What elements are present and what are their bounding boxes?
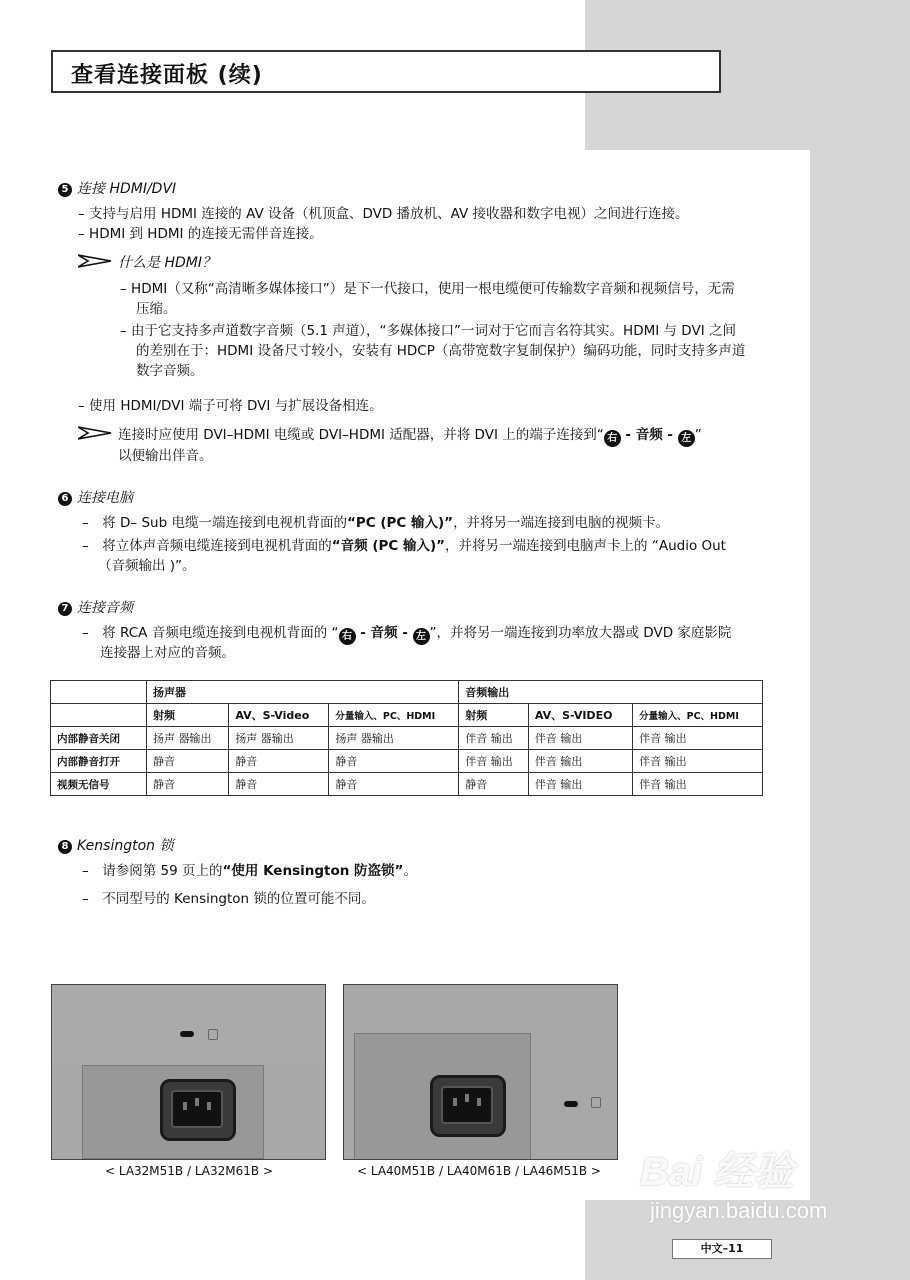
- table-group-audio-out: 音频输出: [459, 681, 763, 704]
- section6-item1-pre: – 将 D– Sub 电缆一端连接到电视机背面的: [82, 515, 347, 531]
- table-cell: 伴音 输出: [459, 750, 529, 773]
- section6-item2-post: ，并将另一端连接到电脑声卡上的 “Audio Out: [445, 538, 726, 554]
- section6-item2: [82, 537, 726, 555]
- section8-item2: – 不同型号的 Kensington 锁的位置可能不同。: [82, 891, 375, 907]
- right-channel-icon: 右: [604, 430, 621, 447]
- section5-line3: – 使用 HDMI/DVI 端子可将 DVI 与扩展设备相连。: [78, 398, 383, 414]
- section8-number: 8: [58, 840, 72, 854]
- table-subheader: 射频: [459, 704, 529, 727]
- table-subheader: 射频: [147, 704, 229, 727]
- section8-heading: [58, 837, 174, 855]
- left-channel-icon: 左: [678, 430, 695, 447]
- table-cell: 伴音 输出: [633, 727, 763, 750]
- section8-item1-bold: “使用 Kensington 防盗锁”: [222, 863, 404, 879]
- section6-item1-bold: “PC (PC 输入)”: [346, 515, 454, 531]
- hdmi-note-heading: 什么是 HDMI？: [118, 255, 216, 271]
- table-header-row: [51, 681, 763, 704]
- table-cell: 静音: [229, 750, 329, 773]
- gray-margin-right: [810, 0, 910, 1280]
- section5-heading: [58, 180, 176, 198]
- section6-item2-pre: – 将立体声音频电缆连接到电视机背面的: [82, 538, 332, 554]
- dvi-note-line2: 以便输出伴音。: [118, 448, 213, 464]
- section7-item1-pre: – 将 RCA 音频电缆连接到电视机背面的 “: [82, 625, 339, 641]
- hdmi-note-2b: 的差别在于：HDMI 设备尺寸较小，安装有 HDCP（高带宽数字复制保护）编码功能，同时支持多声道: [136, 343, 746, 359]
- table-row-label: 视频无信号: [51, 773, 147, 796]
- kensington-slot-icon: [180, 1031, 194, 1037]
- note-arrow-icon: [78, 426, 112, 440]
- table-corner-cell: [51, 681, 147, 704]
- tv-back-photo-small: [51, 984, 326, 1160]
- section7-item1-post: ”，并将另一端连接到功率放大器或 DVD 家庭影院: [429, 625, 732, 641]
- table-subheader: AV、S-Video: [229, 704, 329, 727]
- table-row-label: 内部静音打开: [51, 750, 147, 773]
- table-cell: 伴音 输出: [528, 750, 632, 773]
- section7-item1b: 连接器上对应的音频。: [100, 645, 235, 661]
- title-box: [51, 50, 721, 93]
- section5-line2: – HDMI 到 HDMI 的连接无需伴音连接。: [78, 226, 323, 242]
- table-row: [51, 750, 763, 773]
- hdmi-note-2a: – 由于它支持多声道数字音频（5.1 声道），“多媒体接口”一词对于它而言名符其实。HDMI 与 DVI 之间: [120, 323, 736, 339]
- caption-right: < LA40M51B / LA40M61B / LA46M51B >: [357, 1164, 601, 1178]
- right-channel-icon: 右: [339, 628, 356, 645]
- section5-number: 5: [58, 183, 72, 197]
- table-subheader: 分量输入、PC、HDMI: [633, 704, 763, 727]
- table-cell: 静音: [329, 773, 459, 796]
- audio-label: - 音频 -: [355, 625, 413, 641]
- section7-item1: [82, 624, 731, 645]
- section5-heading-text: 连接 HDMI/DVI: [77, 181, 177, 197]
- watermark-brand: Bai 经验: [640, 1150, 794, 1194]
- table-blank-cell: [51, 704, 147, 727]
- table-cell: 静音: [147, 773, 229, 796]
- section7-number: 7: [58, 602, 72, 616]
- table-cell: 静音: [459, 773, 529, 796]
- table-cell: 扬声 器输出: [229, 727, 329, 750]
- tv-back-photo-large: [343, 984, 618, 1160]
- power-socket-icon: [160, 1079, 236, 1141]
- quote-close: ”: [694, 427, 702, 443]
- table-cell: 伴音 输出: [633, 773, 763, 796]
- section8-item1-post: 。: [403, 863, 417, 879]
- table-group-speaker: 扬声器: [147, 681, 459, 704]
- section5-line1: – 支持与启用 HDMI 连接的 AV 设备（机顶盒、DVD 播放机、AV 接收器和数字电视）之间进行连接。: [78, 206, 689, 222]
- left-channel-icon: 左: [413, 628, 430, 645]
- audio-label: - 音频 -: [620, 427, 678, 443]
- table-cell: 静音: [329, 750, 459, 773]
- hdmi-note-2c: 数字音频。: [136, 363, 204, 379]
- note-arrow-icon: [78, 254, 112, 268]
- table-cell: 扬声 器输出: [147, 727, 229, 750]
- hdmi-note-1a: – HDMI（又称“高清晰多媒体接口”）是下一代接口，使用一根电缆便可传输数字音频和视频信号，无需: [120, 281, 735, 297]
- table-row-label: 内部静音关闭: [51, 727, 147, 750]
- kensington-slot-icon: [564, 1101, 578, 1107]
- table-cell: 静音: [229, 773, 329, 796]
- lock-icon: [208, 1029, 218, 1040]
- table-cell: 伴音 输出: [459, 727, 529, 750]
- power-socket-icon: [430, 1075, 506, 1137]
- dvi-note-line1: [118, 426, 702, 447]
- section7-heading-text: 连接音频: [77, 600, 133, 616]
- lock-icon: [591, 1097, 601, 1108]
- page-title: 查看连接面板 (续): [71, 63, 263, 88]
- table-cell: 伴音 输出: [633, 750, 763, 773]
- page-number: 中文–11: [672, 1239, 772, 1259]
- table-row: [51, 727, 763, 750]
- speaker-output-table: [50, 680, 763, 796]
- table-cell: 伴音 输出: [528, 773, 632, 796]
- section8-item1: [82, 862, 417, 880]
- section8-heading-text: Kensington 锁: [77, 838, 174, 854]
- section6-item1-post: ，并将另一端连接到电脑的视频卡。: [453, 515, 670, 531]
- table-row: [51, 773, 763, 796]
- watermark-url: jingyan.baidu.com: [650, 1198, 828, 1223]
- section6-item2-bold: “音频 (PC 输入)”: [331, 538, 446, 554]
- section6-number: 6: [58, 492, 72, 506]
- table-subheader-row: [51, 704, 763, 727]
- section6-item1: [82, 514, 669, 532]
- section6-heading-text: 连接电脑: [77, 490, 133, 506]
- hdmi-note-1b: 压缩。: [136, 301, 177, 317]
- baidu-watermark: [640, 1140, 828, 1223]
- section6-heading: [58, 489, 133, 507]
- table-cell: 伴音 输出: [528, 727, 632, 750]
- section6-item2b: （音频输出 )”。: [98, 558, 196, 574]
- section7-heading: [58, 599, 133, 617]
- table-cell: 扬声 器输出: [329, 727, 459, 750]
- table-subheader: AV、S-VIDEO: [528, 704, 632, 727]
- section8-item1-pre: – 请参阅第 59 页上的: [82, 863, 223, 879]
- dvi-note-text: 连接时应使用 DVI–HDMI 电缆或 DVI–HDMI 适配器，并将 DVI 上的端子连接到“: [118, 427, 604, 443]
- caption-left: < LA32M51B / LA32M61B >: [105, 1164, 273, 1178]
- table-cell: 静音: [147, 750, 229, 773]
- table-subheader: 分量输入、PC、HDMI: [329, 704, 459, 727]
